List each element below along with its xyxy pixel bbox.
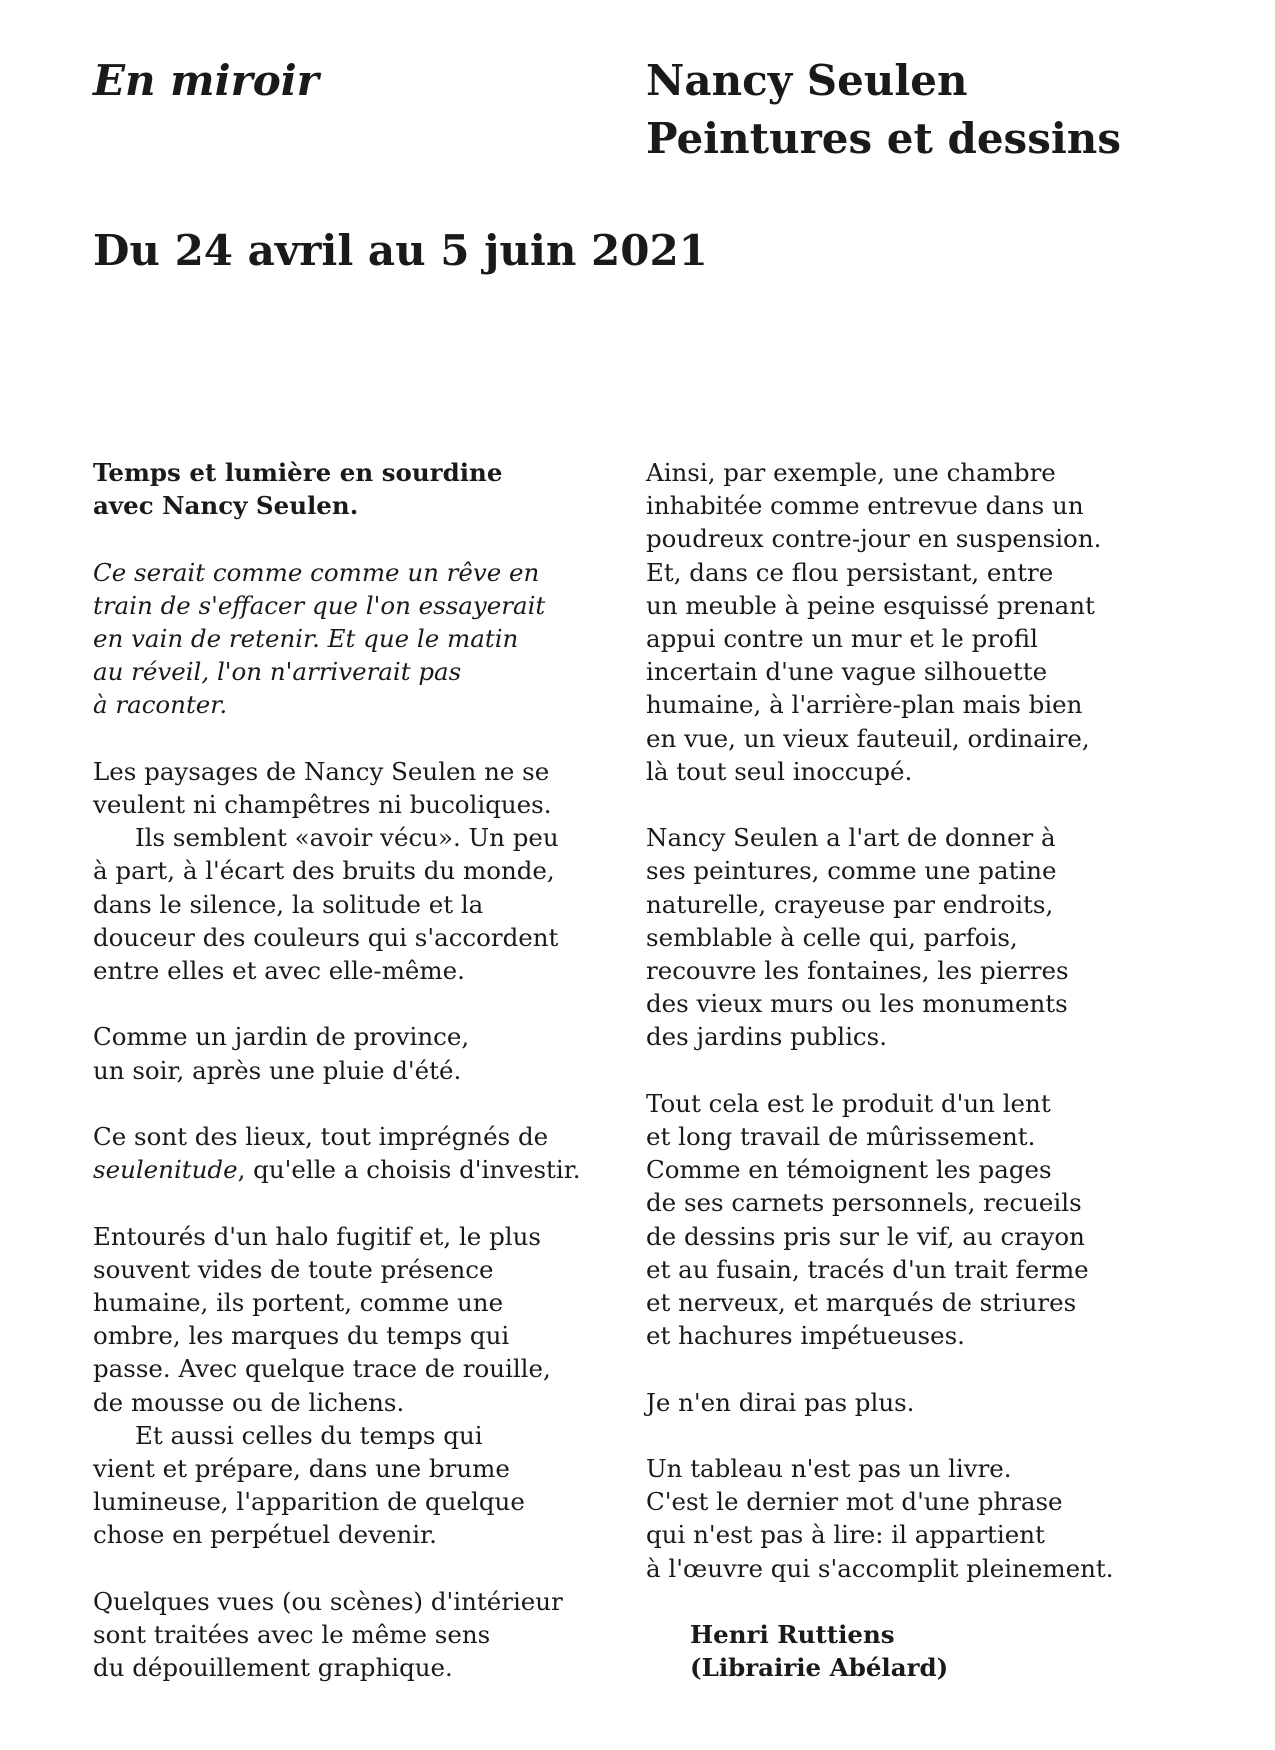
right-text-column [646, 456, 1166, 1684]
exhibition-title: En miroir [93, 56, 319, 105]
text-line: Quelques vues (ou scènes) d'intérieur [93, 1586, 563, 1616]
text-line: Comme en témoignent les pages [646, 1155, 1052, 1185]
text-line: de dessins pris sur le vif, au crayon [646, 1221, 1085, 1251]
text-line: du dépouillement graphique. [93, 1653, 453, 1683]
exhibition-subtitle: Peintures et dessins [646, 114, 1121, 163]
text-line: Un tableau n'est pas un livre. [646, 1454, 1012, 1484]
paragraph-painting [646, 1452, 1166, 1585]
article-heading [93, 456, 633, 522]
text-line: un soir, après une pluie d'été. [93, 1055, 462, 1085]
text-line: ombre, les marques du temps qui [93, 1321, 510, 1351]
paragraph-garden [93, 1020, 633, 1086]
text-line: passe. Avec quelque trace de rouille, [93, 1354, 551, 1384]
paragraph-interiors [93, 1585, 633, 1685]
text-line: sont traitées avec le même sens [93, 1620, 491, 1650]
author-name: Henri Ruttiens [690, 1620, 895, 1650]
author-affiliation: (Librairie Abélard) [690, 1653, 949, 1683]
text-line: humaine, à l'arrière-plan mais bien [646, 690, 1083, 720]
text-line: de mousse ou de lichens. [93, 1387, 405, 1417]
text-line: Les paysages de Nancy Seulen ne se [93, 756, 550, 786]
text-line: un meuble à peine esquissé prenant [646, 590, 1095, 620]
text-line: C'est le dernier mot d'une phrase [646, 1487, 1063, 1517]
text-line: entre elles et avec elle-même. [93, 956, 465, 986]
paragraph-places [93, 1120, 633, 1186]
text-line: lumineuse, l'apparition de quelque [93, 1487, 525, 1517]
text-line: Entourés d'un halo fugitif et, le plus [93, 1221, 541, 1251]
paragraph-closing-short [646, 1386, 1166, 1419]
left-text-column [93, 456, 633, 1718]
text-line: dans le silence, la solitude et la [93, 889, 484, 919]
text-line: recouvre les fontaines, les pierres [646, 956, 1069, 986]
text-line: et nerveux, et marqués de striures [646, 1288, 1077, 1318]
text-line: Ainsi, par exemple, une chambre [646, 458, 1056, 487]
heading-line: Temps et lumière en sourdine [93, 458, 503, 487]
heading-line: avec Nancy Seulen. [93, 491, 359, 521]
paragraph-work [646, 1087, 1166, 1353]
text-line: souvent vides de toute présence [93, 1254, 494, 1284]
text-line: Nancy Seulen a l'art de donner à [646, 823, 1056, 853]
text-line: en vue, un vieux fauteuil, ordinaire, [646, 723, 1090, 753]
text-line: poudreux contre-jour en suspension. [646, 524, 1102, 554]
text-line: à part, à l'écart des bruits du monde, [93, 856, 555, 886]
text-line: ses peintures, comme une patine [646, 856, 1057, 886]
text-line: humaine, ils portent, comme une [93, 1288, 504, 1317]
text-fragment: , qu'elle a choisis d'investir. [237, 1155, 581, 1185]
paragraph-room [646, 456, 1166, 788]
paragraph-halo [93, 1220, 633, 1552]
signature [690, 1618, 1166, 1684]
text-line: Ce serait comme comme un rêve en [93, 557, 540, 587]
text-line [93, 1153, 633, 1186]
text-line: naturelle, crayeuse par endroits, [646, 889, 1054, 919]
text-line: inhabitée comme entrevue dans un [646, 491, 1084, 521]
text-line: au réveil, l'on n'arriverait pas [93, 657, 462, 687]
text-line: Je n'en dirai pas plus. [646, 1387, 915, 1417]
text-line: à raconter. [93, 690, 228, 720]
text-line: incertain d'une vague silhouette [646, 657, 1048, 687]
text-line: et au fusain, tracés d'un trait ferme [646, 1254, 1089, 1284]
text-line: de ses carnets personnels, recueils [646, 1188, 1082, 1218]
text-line: des jardins publics. [646, 1022, 888, 1052]
text-line: des vieux murs ou les monuments [646, 989, 1068, 1019]
text-line: là tout seul inoccupé. [646, 756, 913, 786]
text-line: Tout cela est le produit d'un lent [646, 1088, 1051, 1118]
text-line: train de s'effacer que l'on essayerait [93, 590, 546, 620]
artist-name: Nancy Seulen [646, 56, 968, 105]
intro-paragraph [93, 556, 633, 722]
text-line: vient et prépare, dans une brume [93, 1454, 510, 1484]
text-line: semblable à celle qui, parfois, [646, 922, 1018, 952]
text-line: et long travail de mûrissement. [646, 1122, 1036, 1152]
text-line: douceur des couleurs qui s'accordent [93, 922, 559, 952]
text-line: appui contre un mur et le profil [646, 624, 1038, 654]
text-line: Ils semblent «avoir vécu». Un peu [135, 823, 559, 853]
text-line: chose en perpétuel devenir. [93, 1520, 437, 1550]
text-line: qui n'est pas à lire: il appartient [646, 1520, 1045, 1550]
text-line: veulent ni champêtres ni bucoliques. [93, 790, 552, 819]
exhibition-dates: Du 24 avril au 5 juin 2021 [93, 226, 708, 275]
paragraph-patina [646, 821, 1166, 1053]
paragraph-landscapes [93, 755, 633, 987]
text-line: Et, dans ce flou persistant, entre [646, 557, 1054, 587]
text-line: à l'œuvre qui s'accomplit pleinement. [646, 1553, 1114, 1583]
italic-term: seulenitude [93, 1155, 238, 1185]
text-line: Et aussi celles du temps qui [135, 1420, 483, 1450]
text-line: Comme un jardin de province, [93, 1022, 470, 1052]
text-line: et hachures impétueuses. [646, 1321, 965, 1351]
text-line: Ce sont des lieux, tout imprégnés de [93, 1122, 549, 1151]
text-line: en vain de retenir. Et que le matin [93, 624, 519, 653]
artist-block [646, 52, 1121, 168]
